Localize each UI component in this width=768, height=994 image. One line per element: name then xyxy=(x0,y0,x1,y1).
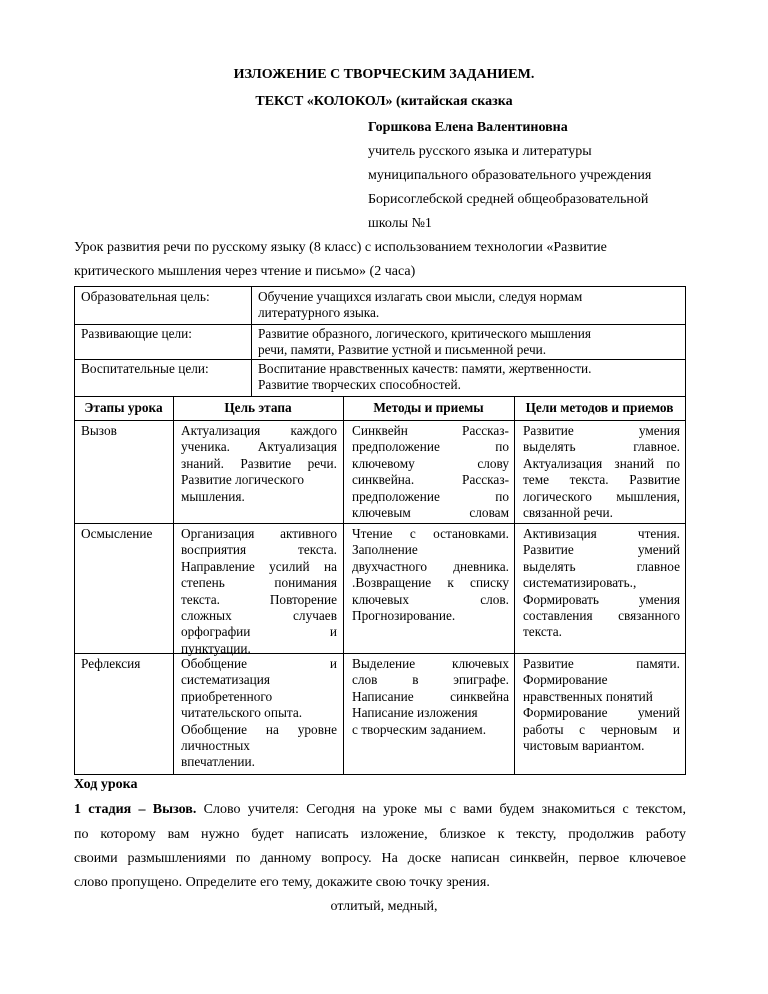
stage1-label: 1 стадия – Вызов. xyxy=(74,802,197,817)
column-header-goal: Цель этапа xyxy=(224,400,292,415)
stage-goal: Организация активного восприятия текста. Направление усилий на степень понимания текста. Повторение сложных случаев орфографии и пунктуации. xyxy=(181,526,337,656)
lesson-heading: Ход урока xyxy=(74,777,138,792)
cinquain-line: отлитый, медный, xyxy=(330,899,438,914)
goal-label: Развивающие цели: xyxy=(81,326,192,341)
stage-name: Рефлексия xyxy=(81,656,141,671)
author-position-line: Борисоглебской средней общеобразовательной xyxy=(368,192,649,207)
intro-line: Урок развития речи по русскому языку (8 класс) с использованием технологии «Развитие xyxy=(74,240,607,255)
column-header-methods: Методы и приемы xyxy=(373,400,484,415)
stage-goal: Актуализация каждого ученика. Актуализация знаний. Развитие речи. Развитие логического мышления. xyxy=(181,423,337,504)
goal-value: Развитие образного, логического, критического мышления речи, памяти, Развитие устной и письменной речи. xyxy=(258,326,591,358)
stage-purpose: Активизация чтения. Развитие умений выделять главное систематизировать., Формировать умения составления связанного текста. xyxy=(523,526,680,640)
stage1-text: Слово учителя: Сегодня на уроке мы с вами будем знакомиться с текстом, xyxy=(196,802,686,817)
goal-label: Образовательная цель: xyxy=(81,289,210,304)
goal-label: Воспитательные цели: xyxy=(81,361,209,376)
stage1-paragraph xyxy=(74,802,686,902)
column-header-purpose: Цели методов и приемов xyxy=(525,400,674,415)
author-name: Горшкова Елена Валентиновна xyxy=(368,120,568,135)
goal-value: Воспитание нравственных качеств: памяти, жертвенности. Развитие творческих способностей. xyxy=(258,361,592,393)
goal-value: Обучение учащихся излагать свои мысли, следуя нормам литературного языка. xyxy=(258,289,583,321)
paragraph-line: по которому вам нужно будет написать изложение, близкое к тексту, продолжив работу xyxy=(74,827,686,842)
document-title-line1: ИЗЛОЖЕНИЕ С ТВОРЧЕСКИМ ЗАДАНИЕМ. xyxy=(233,67,535,82)
author-position-line: муниципального образовательного учреждения xyxy=(368,168,652,183)
stage-methods: Синквейн Рассказ- предположение по ключевому слову синквейна. Рассказ- предположение по ключевым словам xyxy=(352,423,509,521)
intro-line: критического мышления через чтение и письмо» (2 часа) xyxy=(74,264,416,279)
stage-purpose: Развитие памяти. Формирование нравственных понятий Формирование умений работы с черновым и чистовым вариантом. xyxy=(523,656,680,754)
stage-purpose: Развитие умения выделять главное. Актуализация знаний по теме текста. Развитие логического мышления, связанной речи. xyxy=(523,423,680,521)
stage-methods: Выделение ключевых слов в эпиграфе. Написание синквейна Написание изложения с творческим заданием. xyxy=(352,656,509,737)
paragraph-line: слово пропущено. Определите его тему, докажите свою точку зрения. xyxy=(74,875,490,890)
stage-methods: Чтение с остановками. Заполнение двухчастного дневника. .Возвращение к списку ключевых слов. Прогнозирование. xyxy=(352,526,509,624)
author-position-line: учитель русского языка и литературы xyxy=(368,144,592,159)
paragraph-line: своими размышлениями по данному вопросу. На доске написан синквейн, первое ключевое xyxy=(74,851,686,866)
column-header-stage: Этапы урока xyxy=(84,400,163,415)
stage-name: Вызов xyxy=(81,423,117,438)
document-title-line2: ТЕКСТ «КОЛОКОЛ» (китайская сказка xyxy=(255,94,513,109)
stage-name: Осмысление xyxy=(81,526,153,541)
stage-goal: Обобщение и систематизация приобретенного читательского опыта. Обобщение на уровне личностных впечатлении. xyxy=(181,656,337,770)
author-position-line: школы №1 xyxy=(368,216,432,231)
